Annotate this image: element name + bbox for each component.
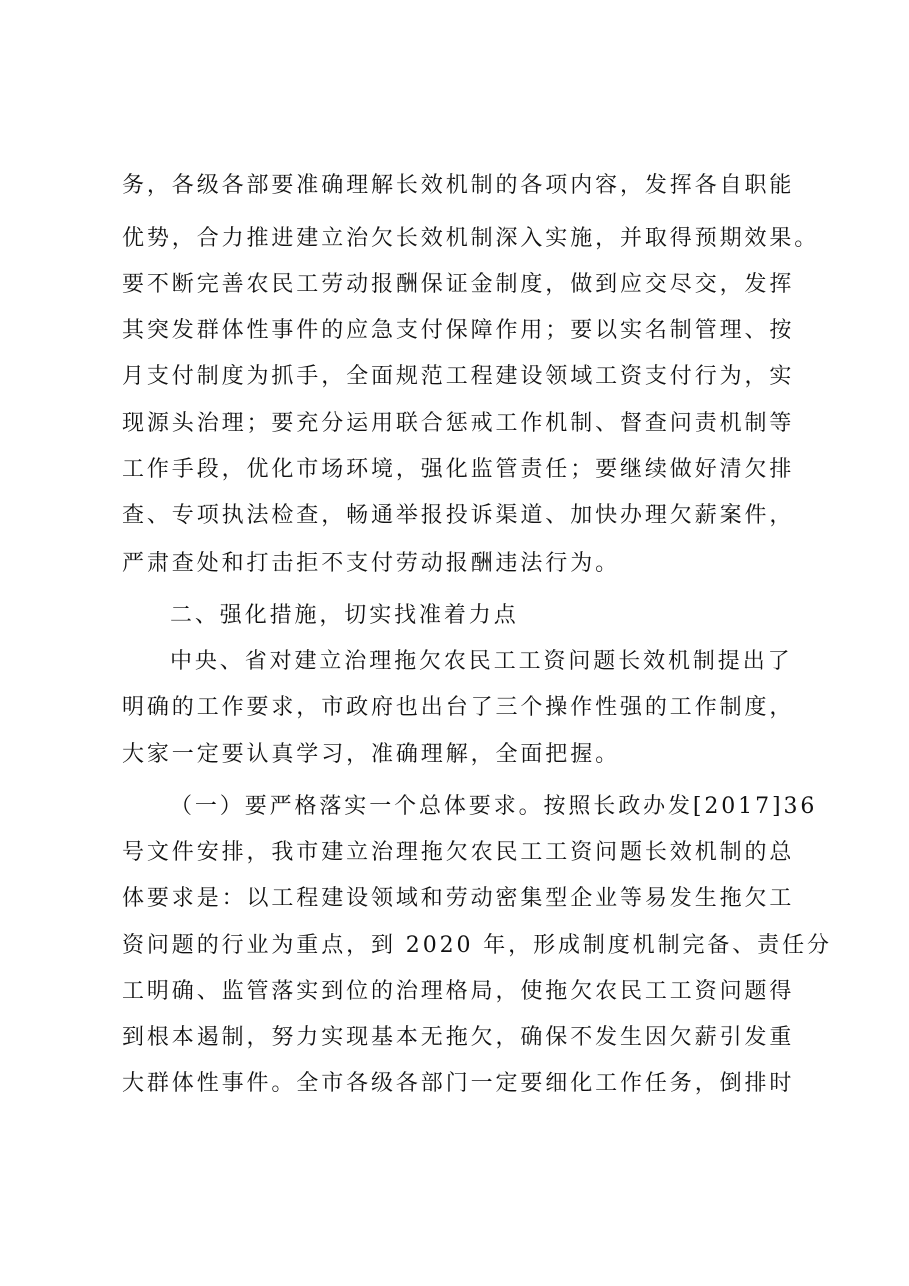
paragraph-line-3: 大家一定要认真学习，准确理解，全面把握。 <box>122 742 621 767</box>
subsection-line-2: 号文件安排，我市建立治理拖欠农民工工资问题长效机制的总 <box>122 840 795 865</box>
section-heading: 二、强化措施，切实找准着力点 <box>170 603 519 628</box>
body-line-6: 现源头治理；要充分运用联合惩戒工作机制、督查问责机制等 <box>122 411 795 436</box>
paragraph-line-2: 明确的工作要求，市政府也出台了三个操作性强的工作制度， <box>122 695 795 720</box>
paragraph-line-1: 中央、省对建立治理拖欠农民工工资问题长效机制提出了 <box>170 649 793 674</box>
body-line-2: 优势，合力推进建立治欠长效机制深入实施，并取得预期效果。 <box>122 226 820 251</box>
subsection-line-1: （一）要严格落实一个总体要求。按照长政办发[2017]36 <box>170 794 818 819</box>
subsection-line-6: 到根本遏制，努力实现基本无拖欠，确保不发生因欠薪引发重 <box>122 1025 795 1050</box>
subsection-line-3: 体要求是：以工程建设领域和劳动密集型企业等易发生拖欠工 <box>122 886 795 911</box>
body-line-1: 务，各级各部要准确理解长效机制的各项内容，发挥各自职能 <box>122 173 795 198</box>
subsection-line-7: 大群体性事件。全市各级各部门一定要细化工作任务，倒排时 <box>122 1071 795 1096</box>
body-line-5: 月支付制度为抓手，全面规范工程建设领域工资支付行为，实 <box>122 364 795 389</box>
body-line-9: 严肃查处和打击拒不支付劳动报酬违法行为。 <box>122 551 621 576</box>
body-line-3: 要不断完善农民工劳动报酬保证金制度，做到应交尽交，发挥 <box>122 272 795 297</box>
body-line-8: 查、专项执法检查，畅通举报投诉渠道、加快办理欠薪案件， <box>122 503 795 528</box>
body-line-7: 工作手段，优化市场环境，强化监管责任；要继续做好清欠排 <box>122 457 795 482</box>
subsection-line-5: 工明确、监管落实到位的治理格局，使拖欠农民工工资问题得 <box>122 979 795 1004</box>
body-line-4: 其突发群体性事件的应急支付保障作用；要以实名制管理、按 <box>122 318 795 343</box>
subsection-line-4: 资问题的行业为重点，到 2020 年，形成制度机制完备、责任分 <box>122 933 832 958</box>
